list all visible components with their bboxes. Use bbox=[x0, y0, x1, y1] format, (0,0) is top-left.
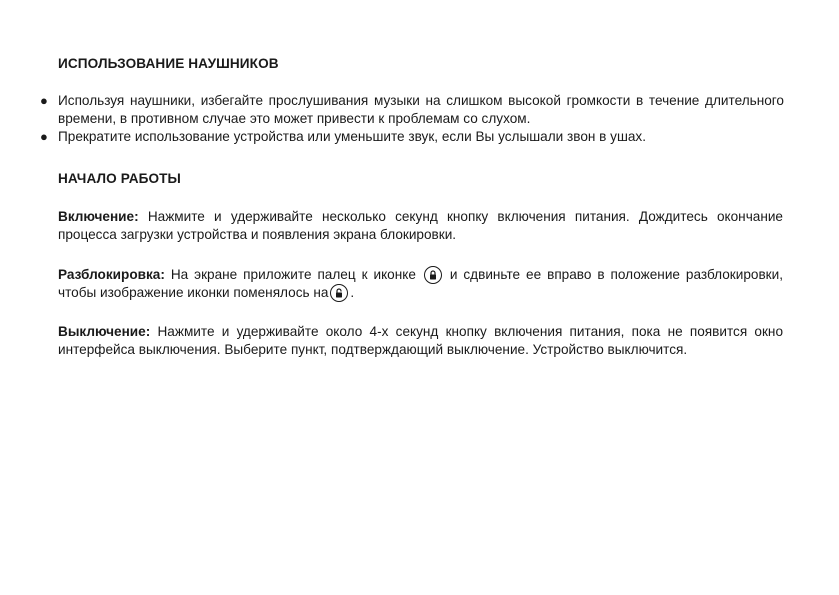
unlock-label: Разблокировка: bbox=[58, 267, 165, 282]
power-on-label: Включение: bbox=[58, 209, 139, 224]
headphones-heading: ИСПОЛЬЗОВАНИЕ НАУШНИКОВ bbox=[58, 56, 279, 71]
unlock-paragraph bbox=[58, 266, 783, 302]
list-item bbox=[40, 128, 784, 146]
power-off-label: Выключение: bbox=[58, 324, 151, 339]
bullet-text: Прекратите использование устройства или уменьшите звук, если Вы услышали звон в ушах. bbox=[58, 129, 646, 144]
bullet-text: Используя наушники, избегайте прослушивания музыки на слишком высокой громкости в течение длительного времени, в противном случае это может привести к проблемам со слухом. bbox=[58, 93, 784, 126]
getting-started-heading: НАЧАЛО РАБОТЫ bbox=[58, 171, 181, 186]
locked-padlock-icon bbox=[424, 266, 442, 284]
list-item bbox=[40, 92, 784, 128]
headphones-bullet-list bbox=[40, 92, 784, 146]
unlock-text-after: . bbox=[350, 285, 355, 300]
unlock-text-middle: и сдвиньте ее вправо в положение разблокировки, чтобы изображение иконки поменялось на bbox=[58, 267, 783, 300]
bullet-dot-icon: ● bbox=[40, 129, 48, 144]
power-off-paragraph bbox=[58, 323, 783, 359]
unlocked-padlock-icon bbox=[330, 284, 348, 302]
power-on-text: Нажмите и удерживайте несколько секунд кнопку включения питания. Дождитесь окончание процесса загрузки устройства и появления экрана блокировки. bbox=[58, 209, 783, 242]
unlock-text-before: На экране приложите палец к иконке bbox=[170, 267, 416, 282]
power-off-text: Нажмите и удерживайте около 4-х секунд кнопку включения питания, пока не появится окно интерфейса выключения. Выберите пункт, подтверждающий выключение. Устройство выключится. bbox=[58, 324, 783, 357]
power-on-paragraph bbox=[58, 208, 783, 244]
bullet-dot-icon: ● bbox=[40, 93, 48, 108]
